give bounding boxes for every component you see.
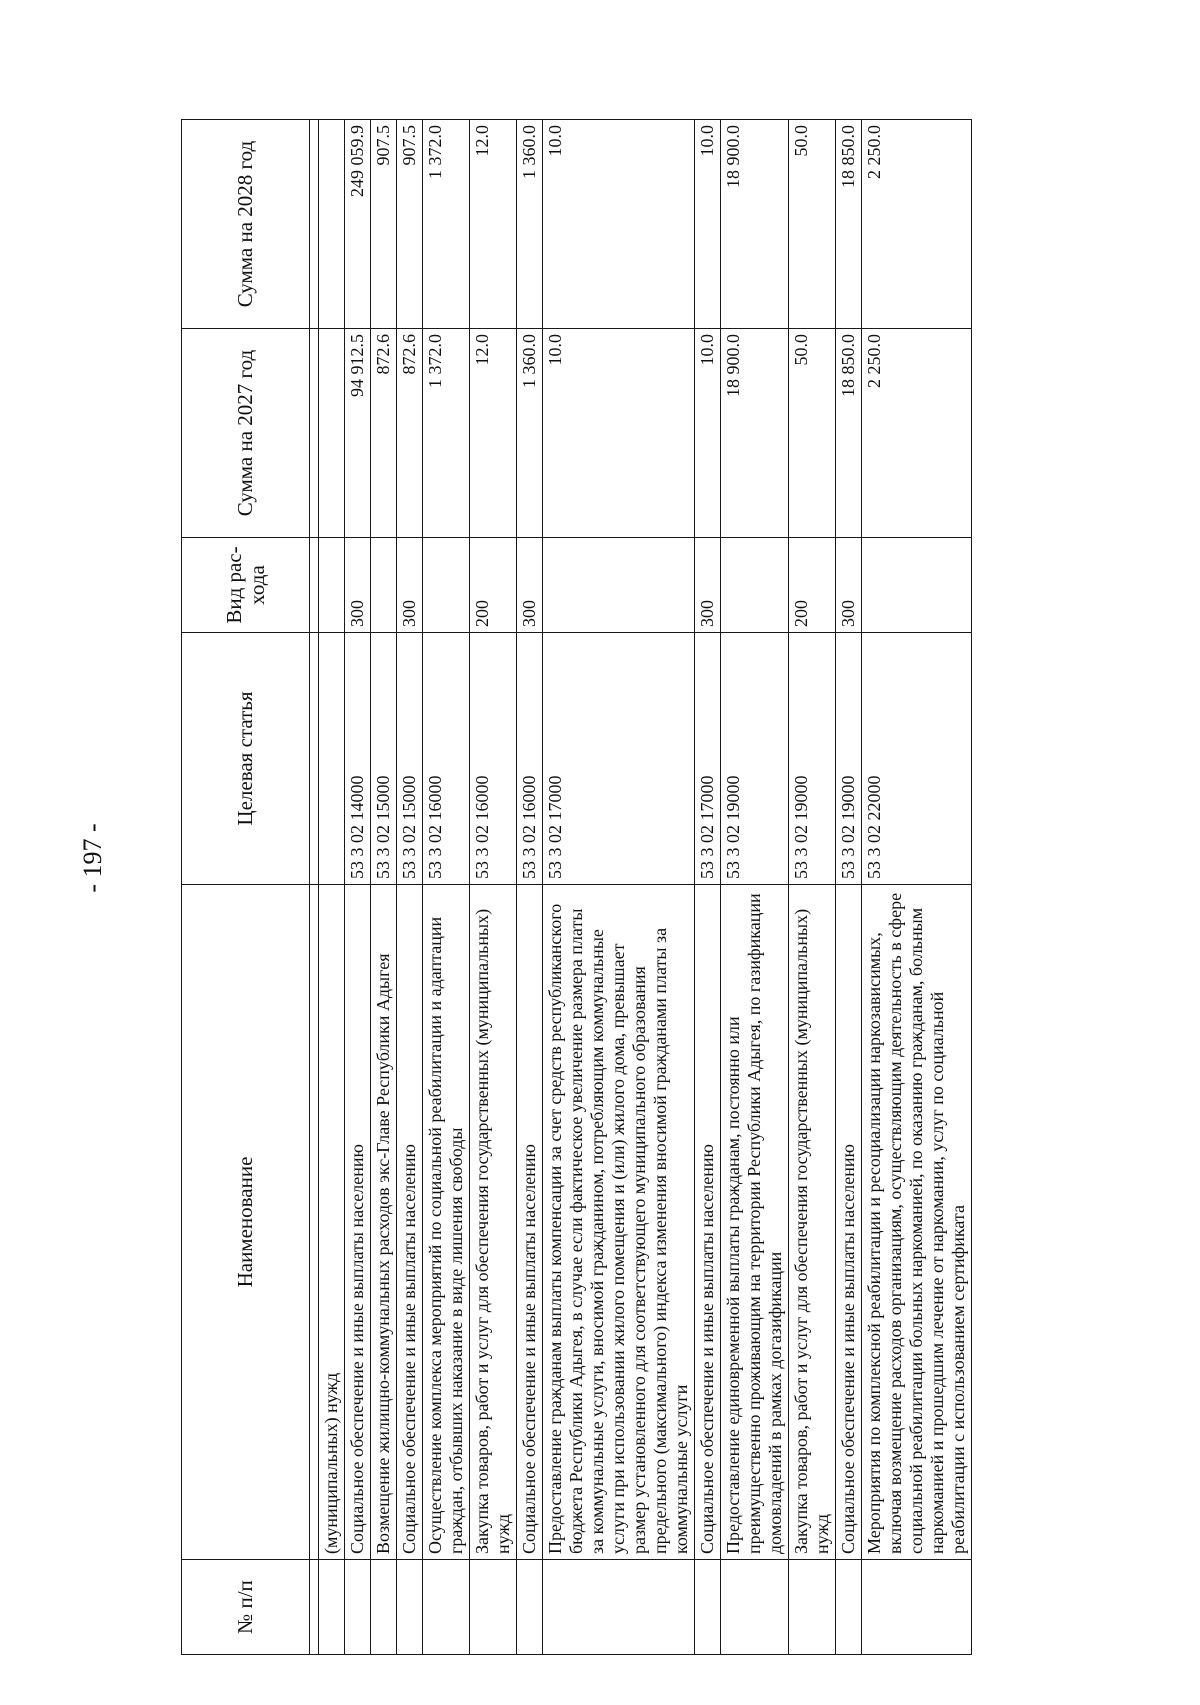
cell-target: 53 3 02 15000 (397, 633, 423, 885)
table-row (721, 120, 789, 1655)
table-row (423, 120, 470, 1655)
cell-sum-2028: 50.0 (789, 120, 836, 329)
cell-num (345, 1560, 371, 1655)
cell-num (695, 1560, 721, 1655)
cell-kind: 300 (345, 538, 371, 633)
header-target: Целевая статья (182, 633, 310, 885)
cell-sum-2027: 94 912.5 (345, 329, 371, 538)
budget-table (181, 119, 972, 1655)
cell-kind: 300 (695, 538, 721, 633)
cell-kind (543, 538, 695, 633)
cell-target: 53 3 02 15000 (371, 633, 397, 885)
cell-name: Предоставление единовременной выплаты гражданам, постоянно или преимущественно проживающим на территории Республики Адыгея, по газификации домовладений в рамках догазификации (721, 885, 789, 1560)
cell-target: 53 3 02 16000 (423, 633, 470, 885)
cell-name: (муниципальных) нужд (319, 885, 345, 1560)
cell-sum-2027: 1 372.0 (423, 329, 470, 538)
cell-name: Социальное обеспечение и иные выплаты населению (836, 885, 862, 1560)
cell-sum-2028: 10.0 (695, 120, 721, 329)
cell-kind: 200 (470, 538, 517, 633)
cell-sum-2027: 10.0 (695, 329, 721, 538)
cell-target: 53 3 02 17000 (543, 633, 695, 885)
table-row (695, 120, 721, 1655)
header-name: Наименование (182, 885, 310, 1560)
cell-target: 53 3 02 19000 (789, 633, 836, 885)
table-row (397, 120, 423, 1655)
cell-sum-2028: 907.5 (397, 120, 423, 329)
table-row (517, 120, 543, 1655)
cell-num (862, 1560, 972, 1655)
table-row (543, 120, 695, 1655)
cell-name: Социальное обеспечение и иные выплаты населению (695, 885, 721, 1560)
cell-kind (371, 538, 397, 633)
cell-num (423, 1560, 470, 1655)
table-spacer-row (310, 120, 319, 1655)
cell-num (789, 1560, 836, 1655)
cell-kind: 300 (836, 538, 862, 633)
cell-target: 53 3 02 19000 (721, 633, 789, 885)
cell-kind: 300 (397, 538, 423, 633)
cell-sum-2027: 18 850.0 (836, 329, 862, 538)
cell-target: 53 3 02 16000 (517, 633, 543, 885)
cell-target: 53 3 02 14000 (345, 633, 371, 885)
cell-sum-2027: 1 360.0 (517, 329, 543, 538)
table-row (319, 120, 345, 1655)
cell-name: Закупка товаров, работ и услуг для обеспечения государственных (муниципальных) нужд (470, 885, 517, 1560)
cell-num (397, 1560, 423, 1655)
table-body (310, 120, 972, 1655)
table-row (862, 120, 972, 1655)
cell-kind (862, 538, 972, 633)
cell-name: Предоставление гражданам выплаты компенсации за счет средств республиканского бюджета Республики Адыгея, в случае если фактическое увеличение размера платы за коммунальные услуги, вносимой гражданином, потребляющим коммунальные услуги при использовании жилого помещения и (или) жилого дома, превышает размер установленного для соответствующего муниципального образования предельного (максимального) индекса изменения вносимой гражданами платы за коммунальные услуги (543, 885, 695, 1560)
header-num: № п/п (182, 1560, 310, 1655)
page-number: - 197 - (78, 823, 107, 893)
header-sum-2027: Сумма на 2027 год (182, 329, 310, 538)
cell-sum-2028: 18 850.0 (836, 120, 862, 329)
cell-num (470, 1560, 517, 1655)
header-kind: Вид рас-хода (182, 538, 310, 633)
cell-sum-2027: 2 250.0 (862, 329, 972, 538)
cell-target: 53 3 02 22000 (862, 633, 972, 885)
budget-table-container (181, 120, 968, 1655)
cell-target: 53 3 02 17000 (695, 633, 721, 885)
cell-num (319, 1560, 345, 1655)
cell-kind (423, 538, 470, 633)
cell-num (371, 1560, 397, 1655)
cell-sum-2028: 10.0 (543, 120, 695, 329)
cell-num (721, 1560, 789, 1655)
cell-name: Социальное обеспечение и иные выплаты населению (345, 885, 371, 1560)
table-row (836, 120, 862, 1655)
table-header-row (182, 120, 310, 1655)
table-row (789, 120, 836, 1655)
cell-num (517, 1560, 543, 1655)
cell-sum-2028: 18 900.0 (721, 120, 789, 329)
table-row (470, 120, 517, 1655)
cell-sum-2028: 12.0 (470, 120, 517, 329)
header-sum-2028: Сумма на 2028 год (182, 120, 310, 329)
cell-sum-2027: 10.0 (543, 329, 695, 538)
cell-kind (319, 538, 345, 633)
cell-sum-2027: 12.0 (470, 329, 517, 538)
cell-name: Закупка товаров, работ и услуг для обеспечения государственных (муниципальных) нужд (789, 885, 836, 1560)
cell-sum-2027: 872.6 (397, 329, 423, 538)
cell-sum-2027: 872.6 (371, 329, 397, 538)
cell-target: 53 3 02 19000 (836, 633, 862, 885)
cell-target (319, 633, 345, 885)
cell-target: 53 3 02 16000 (470, 633, 517, 885)
cell-name: Социальное обеспечение и иные выплаты населению (397, 885, 423, 1560)
cell-sum-2028: 249 059.9 (345, 120, 371, 329)
cell-num (543, 1560, 695, 1655)
cell-sum-2028: 1 360.0 (517, 120, 543, 329)
cell-sum-2028: 2 250.0 (862, 120, 972, 329)
cell-kind: 200 (789, 538, 836, 633)
cell-sum-2027: 50.0 (789, 329, 836, 538)
table-row (371, 120, 397, 1655)
cell-sum-2027 (319, 329, 345, 538)
cell-kind (721, 538, 789, 633)
cell-sum-2028: 1 372.0 (423, 120, 470, 329)
cell-name: Мероприятия по комплексной реабилитации и ресоциализации наркозависимых, включая возмещение расходов организациям, осуществляющим деятельность в сфере социальной реабилитации больных наркоманией, по оказанию гражданам, больным наркоманией и прошедшим лечение от наркомании, услуг по социальной реабилитации с использованием сертификата (862, 885, 972, 1560)
cell-name: Социальное обеспечение и иные выплаты населению (517, 885, 543, 1560)
cell-name: Возмещение жилищно-коммунальных расходов экс-Главе Республики Адыгея (371, 885, 397, 1560)
cell-name: Осуществление комплекса мероприятий по социальной реабилитации и адаптации граждан, отбывших наказание в виде лишения свободы (423, 885, 470, 1560)
cell-num (836, 1560, 862, 1655)
cell-sum-2027: 18 900.0 (721, 329, 789, 538)
cell-kind: 300 (517, 538, 543, 633)
cell-sum-2028 (319, 120, 345, 329)
cell-sum-2028: 907.5 (371, 120, 397, 329)
table-row (345, 120, 371, 1655)
